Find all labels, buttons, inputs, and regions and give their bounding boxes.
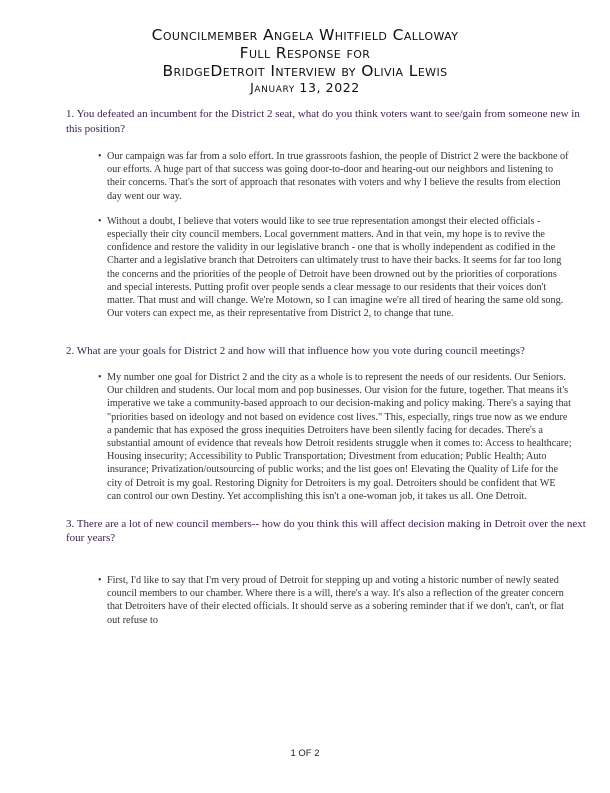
question-3: 3. There are a lot of new council members-- how do you think this will affect decision making in Detroit over the next four years? [66,517,586,545]
answer-text: Without a doubt, I believe that voters would like to see true representation amongst their elected officials - especially their city council members. Local government matters. And in that vein, my hope is to revive the confidence and restore the validity in our legislative branch - one that is wholly independent as codified in the Charter and a legislative branch that Detroiters can ultimately trust to have their backs. It seems for far too long the concerns and the priorities of the people of Detroit have been drowned out by the priorities of corporations and special interests. Putting profit over people sends a clear message to our residents that their voices don't matter. That must and will change. We're Motown, so I can imagine we're all tired of hearing the same old song. Our voters can expect me, as their representative from District 2, to change that tune. [107,215,564,320]
page-number: 1 OF 2 [290,748,320,759]
header-subtitle: Full Response for [239,44,371,62]
bullet-icon: • [98,574,102,586]
header-name: Councilmember Angela Whitfield Calloway [151,26,459,44]
answers-1 [62,150,578,320]
answer-1-1 [98,150,572,203]
answers-3 [62,574,578,627]
header-date: January 13, 2022 [250,80,360,95]
document-header [32,26,578,95]
question-2: 2. What are your goals for District 2 and how will that influence how you vote during council meetings? [66,345,525,358]
answer-text: My number one goal for District 2 and the city as a whole is to represent the needs of our residents. Our Seniors. Our children and students. Our local mom and pop businesses. Our vision for the future, together. That means it's imperative we take a community-based approach to our decision-making and policy making. There's a saying that "priorities based on ideology and not based on evidence cost lives." This, especially, rings true now as we endure a pandemic that has exposed the gross inequities Detroiters have been silently facing for decades. There's a substantial amount of evidence that reveals how Detroit residents struggle when it comes to: Access to healthcare; Housing insecurity; Accessibility to Public Transportation; Divestment from education; Public Health; Auto insurance; Privatization/outsourcing of public works; and the list goes on! Elevating the Quality of Life for the city of Detroit is my goal. Restoring Dignity for Detroiters is my goal. Detroiters should be confident that WE can control our own Destiny. Yet accomplishing this isn't a one-woman job, it takes us all. One Detroit. [107,371,572,502]
question-1: 1. You defeated an incumbent for the District 2 seat, what do you think voters want to see/gain from someone new in this position? [66,108,580,135]
bullet-icon: • [98,151,102,162]
bullet-icon: • [98,371,102,383]
answers-2 [62,371,578,503]
header-interview: BridgeDetroit Interview by Olivia Lewis [162,62,448,80]
answer-3-1 [98,574,572,627]
answer-2-1 [98,371,572,503]
answer-text: First, I'd like to say that I'm very proud of Detroit for stepping up and voting a historic number of newly seated council members to our chamber. Where there is a will, there's a way. It's also a reflection of the greater concern that Detroiters have of their elected officials. It should serve as a sobering reminder that if we don't, can't, or flat out refuse to [107,574,564,626]
answer-text: Our campaign was far from a solo effort. In true grassroots fashion, the people of District 2 were the backbone of our efforts. A huge part of that success was going door-to-door and hearing-out our neighbors and listening to their concerns. That's the sort of approach that resonates with voters and why I believe the results from election day went our way. [107,151,569,202]
bullet-icon: • [98,215,102,227]
answer-1-2 [98,215,572,321]
